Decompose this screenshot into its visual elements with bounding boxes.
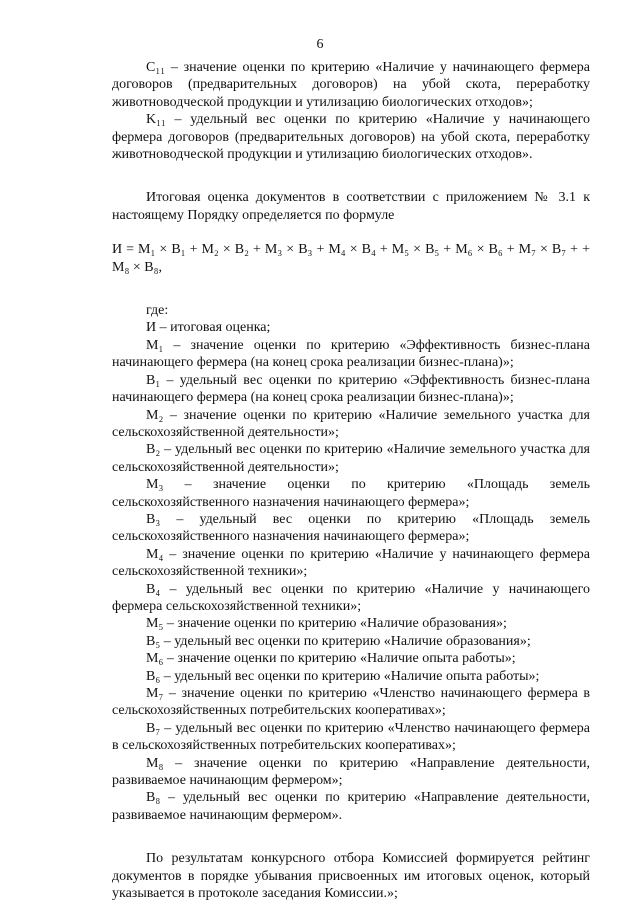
definition-item: B₂ – удельный вес оценки по критерию «Наличие земельного участка для сельскохозяйственной деятельности»; [112, 442, 590, 475]
definition-item: B₅ – удельный вес оценки по критерию «Наличие образования»; [146, 633, 531, 649]
definitions-list [112, 319, 590, 824]
paragraph-c11: C₁₁ – значение оценки по критерию «Наличие у начинающего фермера договоров (предварительных договоров) на убой скота, переработку животноводческой продукции и утилизацию биологических отходов»; [112, 60, 590, 110]
definition-item: M₈ – значение оценки по критерию «Направление деятельности, развиваемое начинающим фермером»; [112, 755, 590, 789]
paragraph-k11: K₁₁ – удельный вес оценки по критерию «Наличие у начинающего фермера договоров (предварительных договоров) на убой скота, переработку животноводческой продукции и утилизацию биологических отходов». [112, 112, 590, 163]
definition-item: B₄ – удельный вес оценки по критерию «Наличие у начинающего фермера сельскохозяйственной техники»; [112, 581, 590, 614]
definition-item: M₁ – значение оценки по критерию «Эффективность бизнес-плана начинающего фермера (на конец срока реализации бизнес-плана)»; [112, 337, 590, 371]
definition-item: B₈ – удельный вес оценки по критерию «Направление деятельности, развиваемое начинающим фермером». [112, 790, 590, 823]
definition-item: M₇ – значение оценки по критерию «Членство начинающего фермера в сельскохозяйственных потребительских кооперативах»; [112, 686, 590, 719]
definition-item: И – итоговая оценка; [146, 320, 271, 336]
definition-item: B₃ – удельный вес оценки по критерию «Площадь земель сельскохозяйственного назначения начинающего фермера»; [112, 511, 590, 545]
paragraph-closing: По результатам конкурсного отбора Комиссией формируется рейтинг документов в порядке убывания присвоенных им итоговых оценок, который указывается в протоколе заседания Комиссии.»; [112, 851, 590, 902]
definition-item: B₇ – удельный вес оценки по критерию «Членство начинающего фермера в сельскохозяйственных потребительских кооперативах»; [112, 720, 590, 754]
paragraph-intro: Итоговая оценка документов в соответствии с приложением № 3.1 к настоящему Порядку определяется по формуле [112, 190, 590, 223]
document-body [112, 59, 590, 902]
definition-item: B₁ – удельный вес оценки по критерию «Эффективность бизнес-плана начинающего фермера (на конец срока реализации бизнес-плана)»; [112, 372, 590, 406]
definition-item: M₆ – значение оценки по критерию «Наличие опыта работы»; [146, 651, 516, 667]
definition-item: M₄ – значение оценки по критерию «Наличие у начинающего фермера сельскохозяйственной техники»; [112, 546, 590, 580]
definition-item: B₆ – удельный вес оценки по критерию «Наличие опыта работы»; [146, 668, 540, 684]
formula: И = M₁ × B₁ + M₂ × B₂ + M₃ × B₃ + M₄ × B₄ + M₅ × B₅ + M₆ × B₆ + M₇ × B₇ + + M₈ × B₈, [112, 242, 590, 275]
definition-item: M₃ – значение оценки по критерию «Площадь земель сельскохозяйственного назначения начинающего фермера»; [112, 477, 590, 510]
definition-item: M₂ – значение оценки по критерию «Наличие земельного участка для сельскохозяйственной деятельности»; [112, 407, 590, 440]
definition-item: M₅ – значение оценки по критерию «Наличие образования»; [146, 616, 507, 632]
page-number: 6 [316, 37, 324, 52]
where-label: где: [146, 303, 169, 319]
